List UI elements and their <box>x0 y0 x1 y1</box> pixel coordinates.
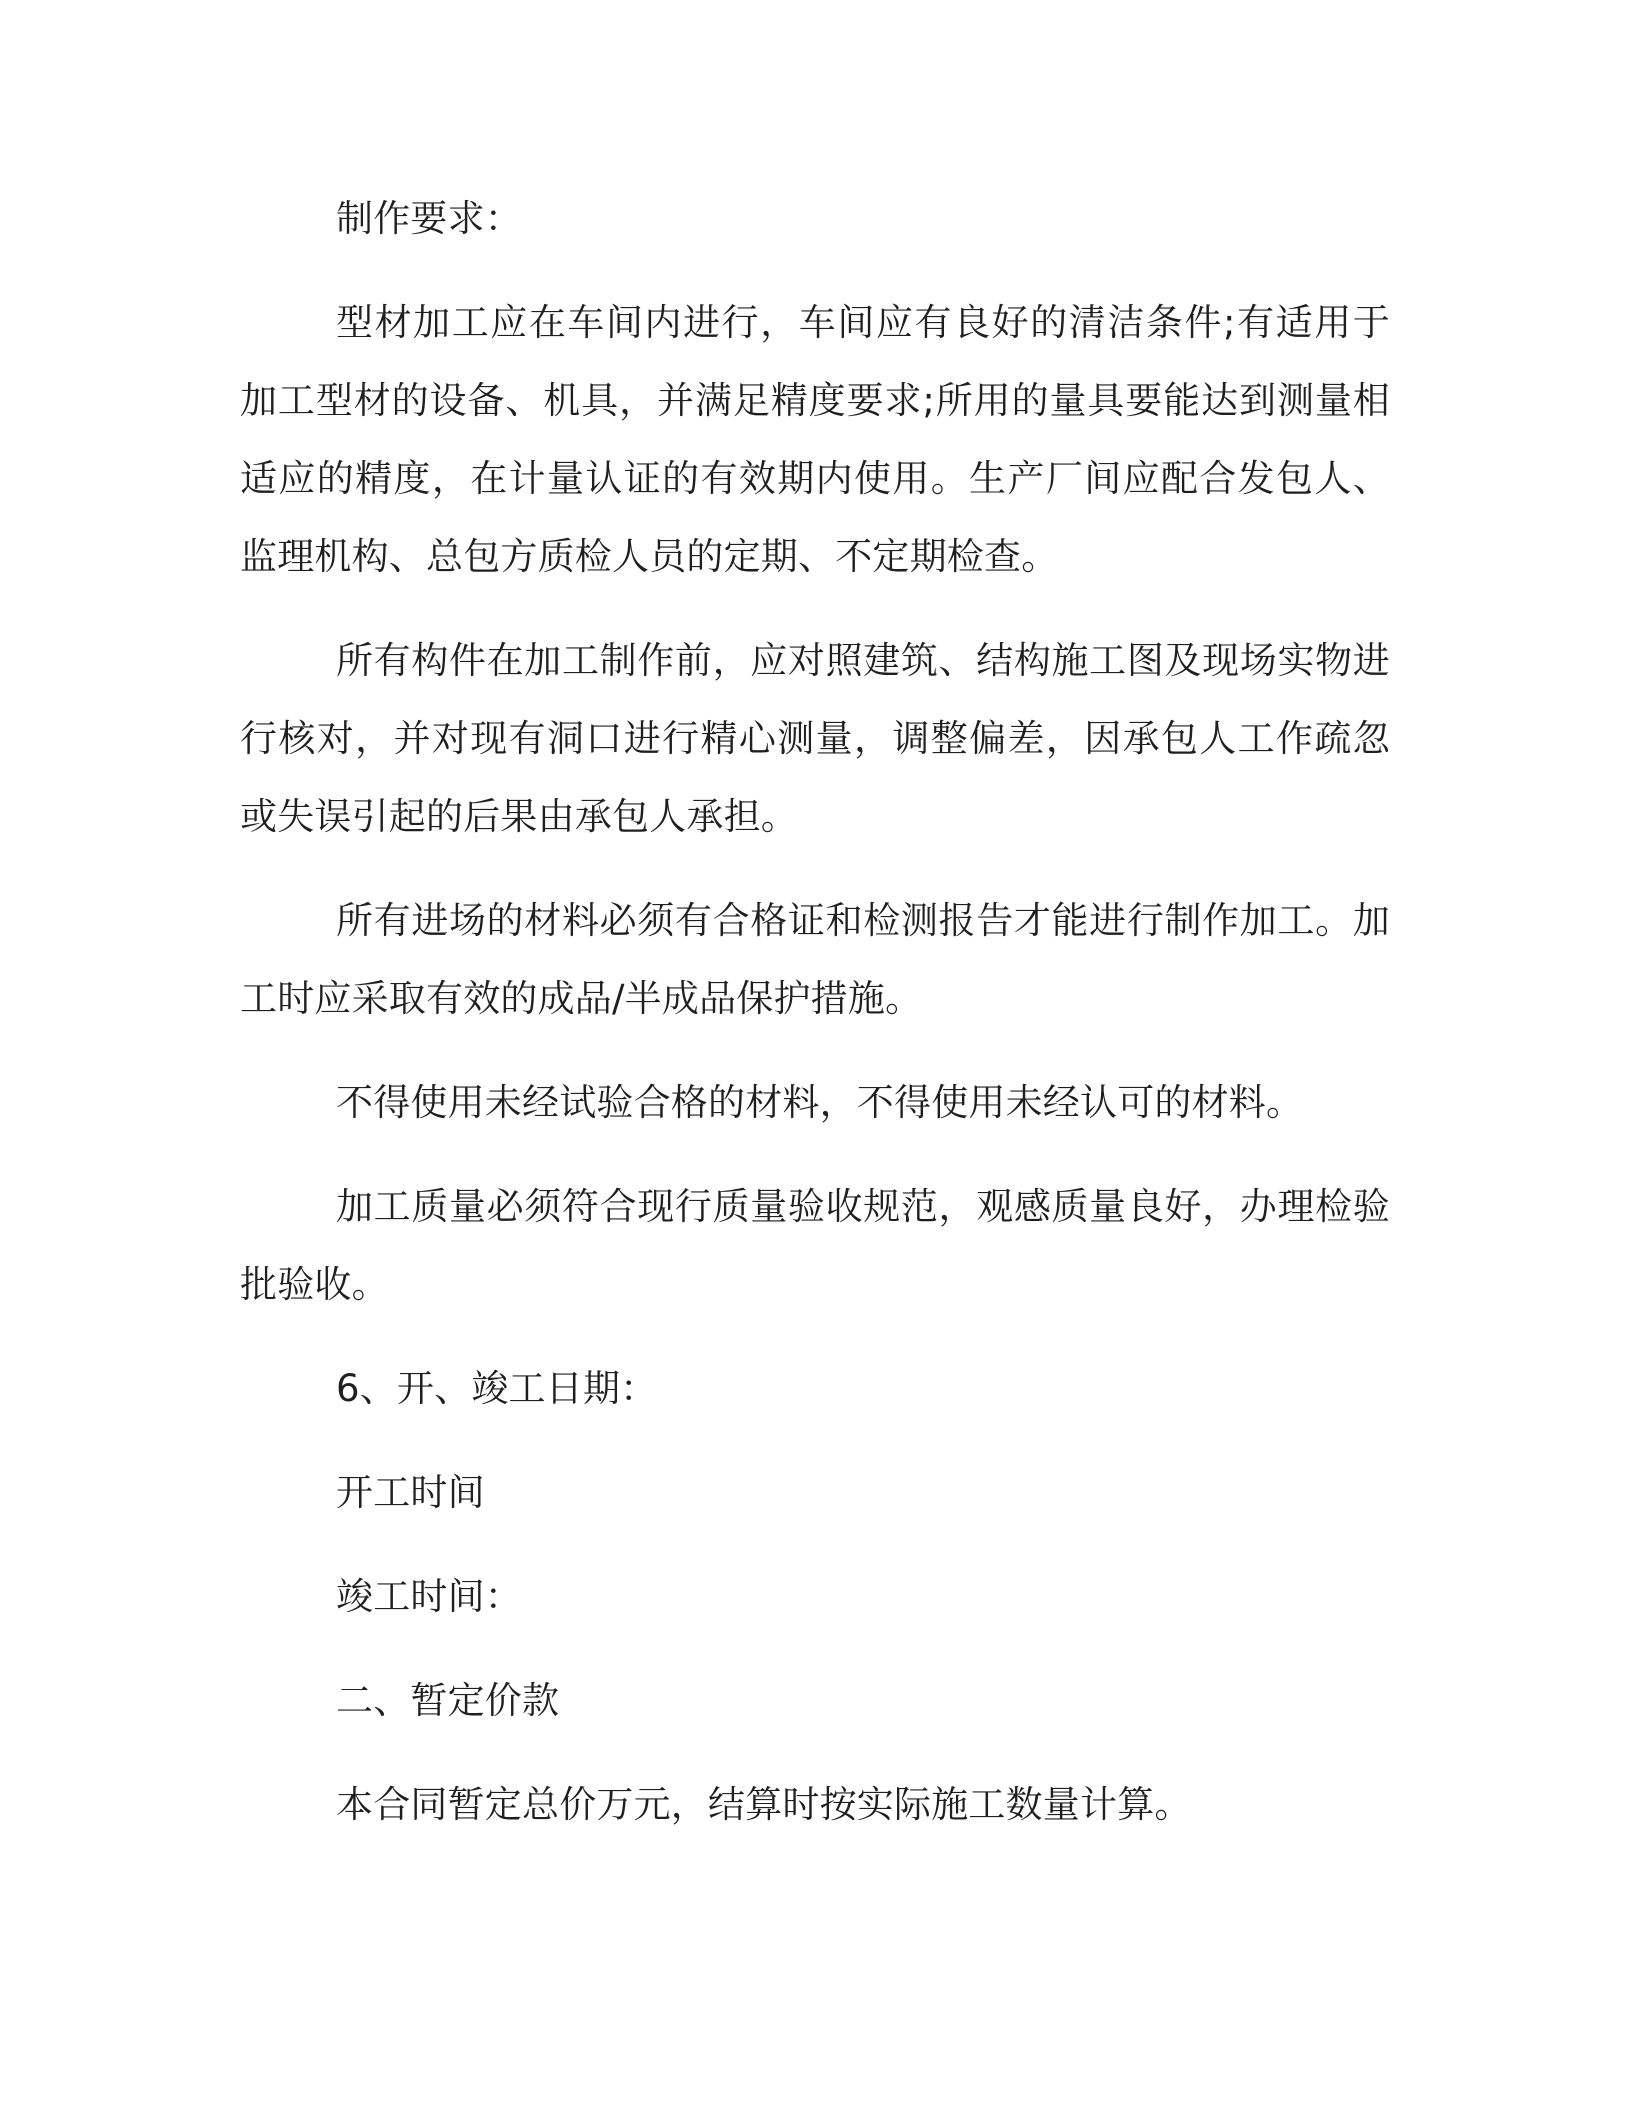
heading-provisional-price: 二、暂定价款 <box>336 1679 560 1722</box>
paragraph-material-certificate: 所有进场的材料必须有合格证和检测报告才能进行制作加工。加工时应采取有效的成品/半成品保护措施。 <box>240 899 1390 1020</box>
paragraph-workshop-processing: 型材加工应在车间内进行，车间应有良好的清洁条件;有适用于加工型材的设备、机具，并满足精度要求;所用的量具要能达到测量相适应的精度，在计量认证的有效期内使用。生产厂间应配合发包人、监理机构、总包方质检人员的定期、不定期检查。 <box>240 301 1390 578</box>
paragraph-component-check: 所有构件在加工制作前，应对照建筑、结构施工图及现场实物进行核对，并对现有洞口进行精心测量，调整偏差，因承包人工作疏忽或失误引起的后果由承包人承担。 <box>240 639 1390 838</box>
heading-production-requirements: 制作要求： <box>336 197 522 240</box>
heading-start-completion-dates: 6、开、竣工日期： <box>336 1367 658 1410</box>
start-time-label: 开工时间 <box>336 1471 485 1514</box>
document-body <box>240 180 1390 1870</box>
paragraph-unapproved-materials: 不得使用未经试验合格的材料，不得使用未经认可的材料。 <box>336 1081 1304 1124</box>
completion-time-label: 竣工时间： <box>336 1575 522 1618</box>
paragraph-contract-total: 本合同暂定总价万元，结算时按实际施工数量计算。 <box>336 1783 1192 1826</box>
paragraph-quality-acceptance: 加工质量必须符合现行质量验收规范，观感质量良好，办理检验批验收。 <box>240 1185 1390 1306</box>
